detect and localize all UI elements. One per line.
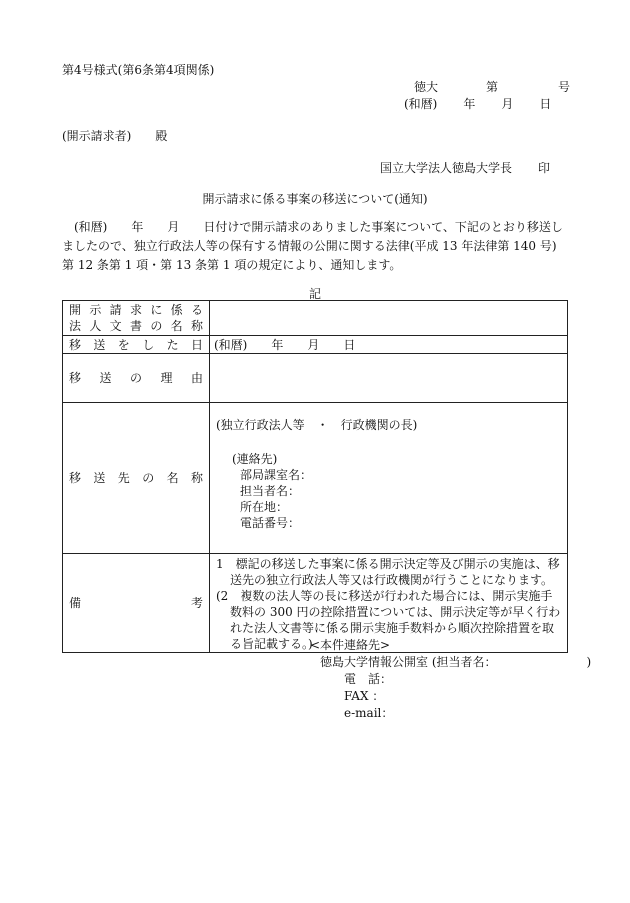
destination-label: 移送先の名称 [63, 403, 210, 554]
reference-number [414, 79, 570, 95]
day-label: 日 [539, 97, 552, 111]
document-title: 開示請求に係る事案の移送について(通知) [202, 192, 428, 206]
reason-value [210, 354, 568, 403]
reason-label: 移送の理由 [63, 354, 210, 403]
body-paragraph [62, 218, 568, 275]
row-subject [63, 301, 568, 336]
issue-date [404, 96, 551, 112]
ref-mid: 第 [486, 80, 499, 94]
row-destination [63, 403, 568, 554]
contact-office-close: ) [586, 655, 592, 669]
row-transfer-date [63, 336, 568, 354]
contact-office-name: 徳島大学情報公開室 (担当者名： [320, 655, 491, 669]
body-text: (和暦) 年 月 日付けで開示請求のありました事案について、下記のとおり移送しましたので、独立行政法人等の保有する情報の公開に関する法律(平成 13 年法律第 140 号)第 12 条第 1 項・第 13 条第 1 項の規定により、通知します。 [62, 220, 563, 272]
remarks-label [63, 554, 210, 653]
transfer-date-value: (和暦) 年 月 日 [210, 336, 568, 354]
month-label: 月 [501, 97, 514, 111]
destination-type: (独立行政法人等 ・ 行政機関の長) [216, 418, 418, 432]
transfer-date-label: 移送をした日 [63, 336, 210, 354]
subject-value [210, 301, 568, 336]
contact-office [320, 654, 591, 670]
row-reason [63, 354, 568, 403]
sender-name: 国立大学法人徳島大学長 [380, 161, 513, 175]
era-label: (和暦) [404, 97, 438, 111]
remarks-label-2: 考 [190, 596, 203, 610]
subject-label-line2: 法人文書の名称 [69, 319, 203, 333]
seal-mark: 印 [538, 161, 551, 175]
addressee [62, 128, 167, 144]
sender [380, 160, 550, 176]
phone-label: 電話番号： [240, 516, 301, 530]
addressee-label: (開示請求者) [62, 129, 132, 143]
year-label: 年 [463, 97, 476, 111]
subject-label-line1: 開示請求に係る [69, 303, 203, 317]
contact-label: (連絡先) [232, 452, 278, 466]
form-number: 第4号様式(第6条第4項関係) [62, 63, 215, 77]
remark-1: 1 標記の移送した事案に係る開示決定等及び開示の実施は、移送先の独立行政法人等又は行政機関が行うことになります。 [216, 557, 560, 587]
dept-label: 部局課室名： [240, 468, 313, 482]
remarks-label-1: 備 [69, 596, 191, 610]
contact-fax: FAX ： [344, 689, 385, 703]
addressee-honorific: 殿 [155, 129, 168, 143]
destination-contact [232, 451, 561, 531]
address-label: 所在地： [240, 500, 289, 514]
person-label: 担当者名： [240, 484, 301, 498]
transfer-form-table [62, 300, 568, 653]
ref-suffix: 号 [558, 80, 571, 94]
subject-label [63, 301, 210, 336]
ref-prefix: 徳大 [414, 80, 439, 94]
record-mark: 記 [308, 287, 321, 301]
contact-heading: <本件連絡先> [310, 638, 391, 652]
contact-tel: 電 話： [344, 672, 393, 686]
remark-2: (2 複数の法人等の長に移送が行われた場合には、開示実施手数料の 300 円の控除措置については、開示決定等が早く行われた法人文書等に係る開示実施手数料から順次控除措置を取る旨記載する。) [216, 589, 561, 651]
destination-value [210, 403, 568, 554]
contact-email: e-mail： [344, 706, 394, 720]
